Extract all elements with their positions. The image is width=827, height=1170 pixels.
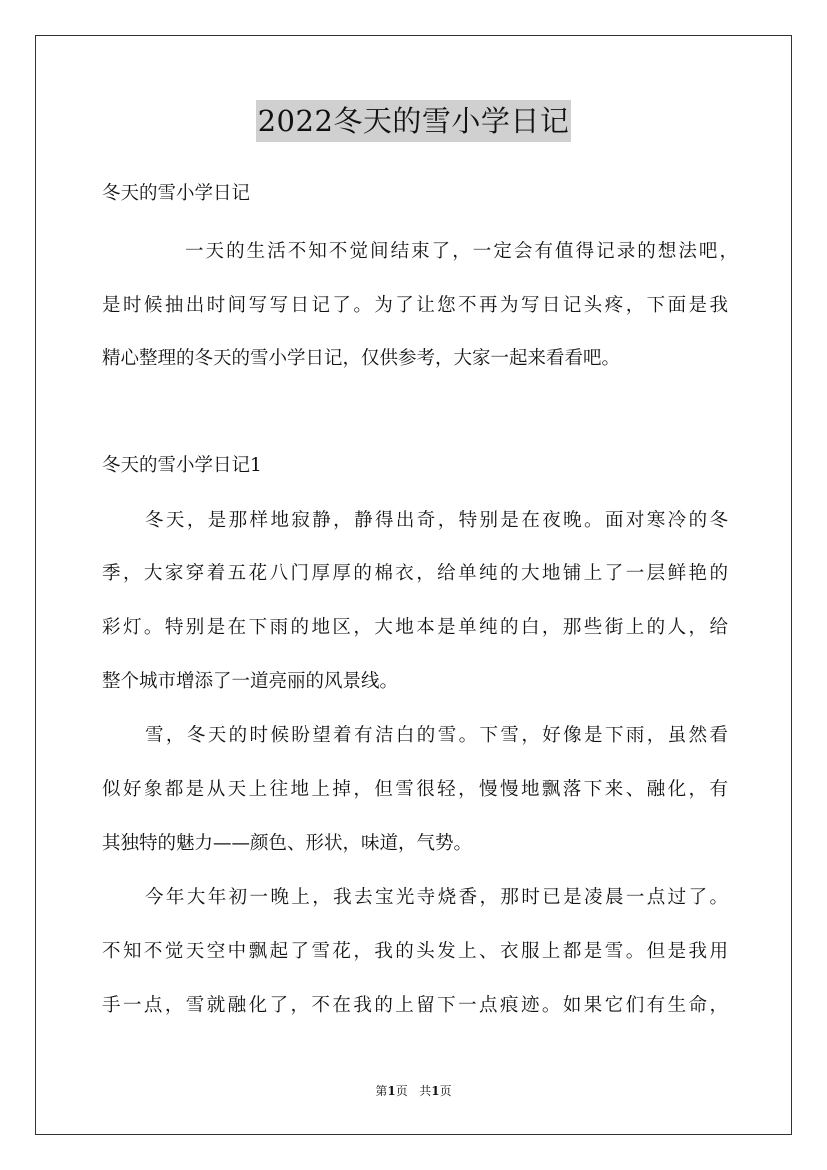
page-footer [0, 1083, 827, 1099]
footer-page-number: 1 [387, 1084, 396, 1098]
document-title: 2022冬天的雪小学日记 [256, 100, 572, 142]
footer-prefix: 第 [375, 1084, 388, 1098]
paragraph2-line-3: 其独特的魅力——颜色、形状，味道，气势。 [102, 833, 473, 854]
intro-line-1: 一天的生活不知不觉间结束了，一定会有值得记录的想法吧， [185, 241, 738, 262]
section-heading: 冬天的雪小学日记1 [102, 455, 262, 476]
footer-suffix: 页 [439, 1084, 452, 1098]
title-wrap [0, 100, 827, 142]
paragraph1-line-4: 整个城市增添了一道亮丽的风景线。 [102, 671, 399, 692]
paragraph1-line-1: 冬天，是那样地寂静，静得出奇，特别是在夜晚。面对寒冷的冬 [145, 510, 728, 531]
document-subtitle: 冬天的雪小学日记 [102, 183, 251, 204]
paragraph2-line-2: 似好象都是从天上往地上掉，但雪很轻，慢慢地飘落下来、融化，有 [102, 779, 728, 800]
intro-line-2: 是时候抽出时间写写日记了。为了让您不再为写日记头疼，下面是我 [102, 295, 728, 316]
footer-total-pages: 1 [431, 1084, 440, 1098]
paragraph3-line-2: 不知不觉天空中飘起了雪花，我的头发上、衣服上都是雪。但是我用 [102, 941, 728, 962]
paragraph3-line-3: 手一点，雪就融化了，不在我的上留下一点痕迹。如果它们有生命， [102, 995, 728, 1016]
paragraph2-line-1: 雪，冬天的时候盼望着有洁白的雪。下雪，好像是下雨，虽然看 [145, 725, 728, 746]
paragraph1-line-2: 季，大家穿着五花八门厚厚的棉衣，给单纯的大地铺上了一层鲜艳的 [102, 563, 728, 584]
paragraph3-line-1: 今年大年初一晚上，我去宝光寺烧香，那时已是凌晨一点过了。 [145, 887, 728, 908]
intro-line-3: 精心整理的冬天的雪小学日记，仅供参考，大家一起来看看吧。 [102, 348, 621, 369]
footer-mid: 页 共 [395, 1084, 432, 1098]
paragraph1-line-3: 彩灯。特别是在下雨的地区，大地本是单纯的白，那些街上的人，给 [102, 617, 728, 638]
